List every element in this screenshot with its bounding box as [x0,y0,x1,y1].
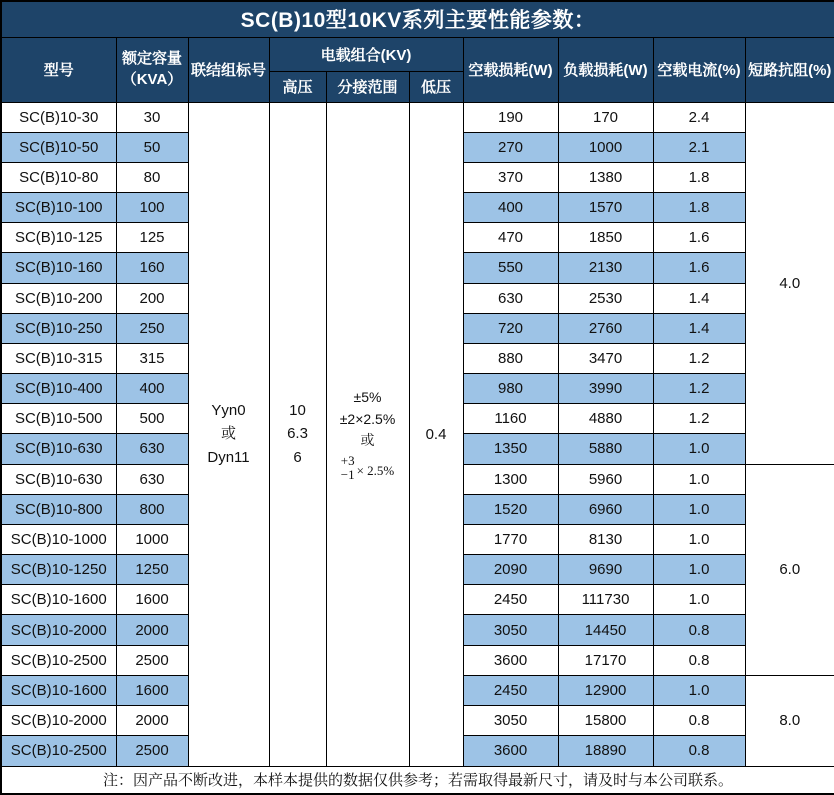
load-loss-cell: 9690 [558,555,653,585]
col-header-capacity [116,37,188,102]
col-header-no-load-loss: 空载损耗(W) [463,37,558,102]
no-load-loss-cell: 3050 [463,615,558,645]
capacity-cell: 2000 [116,615,188,645]
model-cell: SC(B)10-200 [1,283,116,313]
model-cell: SC(B)10-80 [1,162,116,192]
load-loss-cell: 5960 [558,464,653,494]
capacity-cell: 1600 [116,585,188,615]
col-header-load-combo: 电载组合(KV) [269,37,463,71]
no-load-current-cell: 1.6 [653,223,745,253]
tap-range-merged-cell: ±5% ±2×2.5% 或 +3 −1 × 2.5% [326,102,409,766]
impedance-merged-cell: 8.0 [745,675,834,766]
footer-note: 注：因产品不断改进，本样本提供的数据仅供参考；若需取得最新尺寸，请及时与本公司联系。 [1,766,834,794]
load-loss-cell: 3470 [558,343,653,373]
model-cell: SC(B)10-1000 [1,524,116,554]
load-loss-cell: 1850 [558,223,653,253]
no-load-current-cell: 1.2 [653,374,745,404]
page-title: SC(B)10型10KV系列主要性能参数： [1,1,834,37]
model-cell: SC(B)10-500 [1,404,116,434]
no-load-current-cell: 0.8 [653,645,745,675]
no-load-current-cell: 1.0 [653,494,745,524]
col-header-no-load-current: 空载电流(%) [653,37,745,102]
model-cell: SC(B)10-630 [1,434,116,464]
model-cell: SC(B)10-2000 [1,705,116,735]
load-loss-cell: 17170 [558,645,653,675]
model-cell: SC(B)10-30 [1,102,116,132]
no-load-loss-cell: 550 [463,253,558,283]
load-loss-cell: 15800 [558,705,653,735]
impedance-merged-cell: 6.0 [745,464,834,675]
model-cell: SC(B)10-800 [1,494,116,524]
capacity-cell: 1600 [116,675,188,705]
load-loss-cell: 4880 [558,404,653,434]
capacity-cell: 630 [116,464,188,494]
model-cell: SC(B)10-2500 [1,645,116,675]
model-cell: SC(B)10-1600 [1,675,116,705]
no-load-loss-cell: 1520 [463,494,558,524]
capacity-cell: 630 [116,434,188,464]
capacity-cell: 2000 [116,705,188,735]
model-cell: SC(B)10-315 [1,343,116,373]
no-load-current-cell: 1.0 [653,555,745,585]
model-cell: SC(B)10-1600 [1,585,116,615]
capacity-cell: 200 [116,283,188,313]
no-load-loss-cell: 3050 [463,705,558,735]
no-load-current-cell: 0.8 [653,736,745,766]
tap-fraction: +3 −1 × 2.5% [340,452,395,482]
capacity-header-line2: （KVA） [121,70,183,88]
no-load-loss-cell: 190 [463,102,558,132]
no-load-loss-cell: 630 [463,283,558,313]
col-header-connection: 联结组标号 [188,37,269,102]
capacity-cell: 100 [116,193,188,223]
no-load-loss-cell: 880 [463,343,558,373]
no-load-current-cell: 0.8 [653,705,745,735]
capacity-cell: 160 [116,253,188,283]
no-load-loss-cell: 400 [463,193,558,223]
no-load-loss-cell: 2450 [463,675,558,705]
capacity-cell: 125 [116,223,188,253]
model-cell: SC(B)10-125 [1,223,116,253]
load-loss-cell: 1000 [558,132,653,162]
no-load-current-cell: 1.0 [653,675,745,705]
model-cell: SC(B)10-2500 [1,736,116,766]
model-cell: SC(B)10-1250 [1,555,116,585]
load-loss-cell: 5880 [558,434,653,464]
model-cell: SC(B)10-250 [1,313,116,343]
no-load-loss-cell: 270 [463,132,558,162]
model-cell: SC(B)10-630 [1,464,116,494]
no-load-loss-cell: 980 [463,374,558,404]
load-loss-cell: 6960 [558,494,653,524]
no-load-loss-cell: 1300 [463,464,558,494]
impedance-merged-cell: 4.0 [745,102,834,464]
load-loss-cell: 18890 [558,736,653,766]
capacity-cell: 30 [116,102,188,132]
col-header-model: 型号 [1,37,116,102]
capacity-cell: 315 [116,343,188,373]
lv-merged-cell: 0.4 [409,102,463,766]
load-loss-cell: 2530 [558,283,653,313]
capacity-cell: 800 [116,494,188,524]
no-load-loss-cell: 1160 [463,404,558,434]
model-cell: SC(B)10-400 [1,374,116,404]
no-load-current-cell: 1.6 [653,253,745,283]
capacity-cell: 1000 [116,524,188,554]
col-header-tap-range: 分接范围 [326,71,409,102]
load-loss-cell: 12900 [558,675,653,705]
table-body [1,102,834,766]
capacity-cell: 50 [116,132,188,162]
footer-row [1,766,834,794]
no-load-loss-cell: 3600 [463,645,558,675]
hv-merged-cell: 10 6.3 6 [269,102,326,766]
no-load-current-cell: 1.0 [653,585,745,615]
col-header-lv: 低压 [409,71,463,102]
load-loss-cell: 2130 [558,253,653,283]
no-load-current-cell: 1.8 [653,162,745,192]
load-loss-cell: 111730 [558,585,653,615]
no-load-loss-cell: 370 [463,162,558,192]
capacity-cell: 2500 [116,645,188,675]
no-load-loss-cell: 1350 [463,434,558,464]
no-load-current-cell: 1.4 [653,313,745,343]
no-load-current-cell: 2.4 [653,102,745,132]
no-load-loss-cell: 470 [463,223,558,253]
no-load-current-cell: 1.0 [653,464,745,494]
no-load-current-cell: 1.0 [653,434,745,464]
no-load-current-cell: 1.2 [653,404,745,434]
load-loss-cell: 1380 [558,162,653,192]
load-loss-cell: 3990 [558,374,653,404]
capacity-cell: 250 [116,313,188,343]
header-row-top [1,37,834,71]
load-loss-cell: 170 [558,102,653,132]
load-loss-cell: 2760 [558,313,653,343]
capacity-header-line1: 额定容量 [121,50,182,68]
no-load-loss-cell: 3600 [463,736,558,766]
no-load-current-cell: 2.1 [653,132,745,162]
col-header-impedance: 短路抗阻(%) [745,37,834,102]
no-load-loss-cell: 2450 [463,585,558,615]
no-load-current-cell: 1.8 [653,193,745,223]
model-cell: SC(B)10-160 [1,253,116,283]
table-row [1,102,834,132]
capacity-cell: 80 [116,162,188,192]
load-loss-cell: 1570 [558,193,653,223]
load-loss-cell: 14450 [558,615,653,645]
model-cell: SC(B)10-100 [1,193,116,223]
no-load-current-cell: 1.4 [653,283,745,313]
capacity-cell: 400 [116,374,188,404]
connection-merged-cell: Yyn0 或 Dyn11 [188,102,269,766]
no-load-current-cell: 0.8 [653,615,745,645]
no-load-loss-cell: 2090 [463,555,558,585]
capacity-cell: 500 [116,404,188,434]
no-load-loss-cell: 1770 [463,524,558,554]
model-cell: SC(B)10-2000 [1,615,116,645]
no-load-current-cell: 1.2 [653,343,745,373]
col-header-hv: 高压 [269,71,326,102]
capacity-cell: 2500 [116,736,188,766]
no-load-current-cell: 1.0 [653,524,745,554]
model-cell: SC(B)10-50 [1,132,116,162]
col-header-load-loss: 负载损耗(W) [558,37,653,102]
load-loss-cell: 8130 [558,524,653,554]
capacity-cell: 1250 [116,555,188,585]
title-row [1,1,834,37]
no-load-loss-cell: 720 [463,313,558,343]
